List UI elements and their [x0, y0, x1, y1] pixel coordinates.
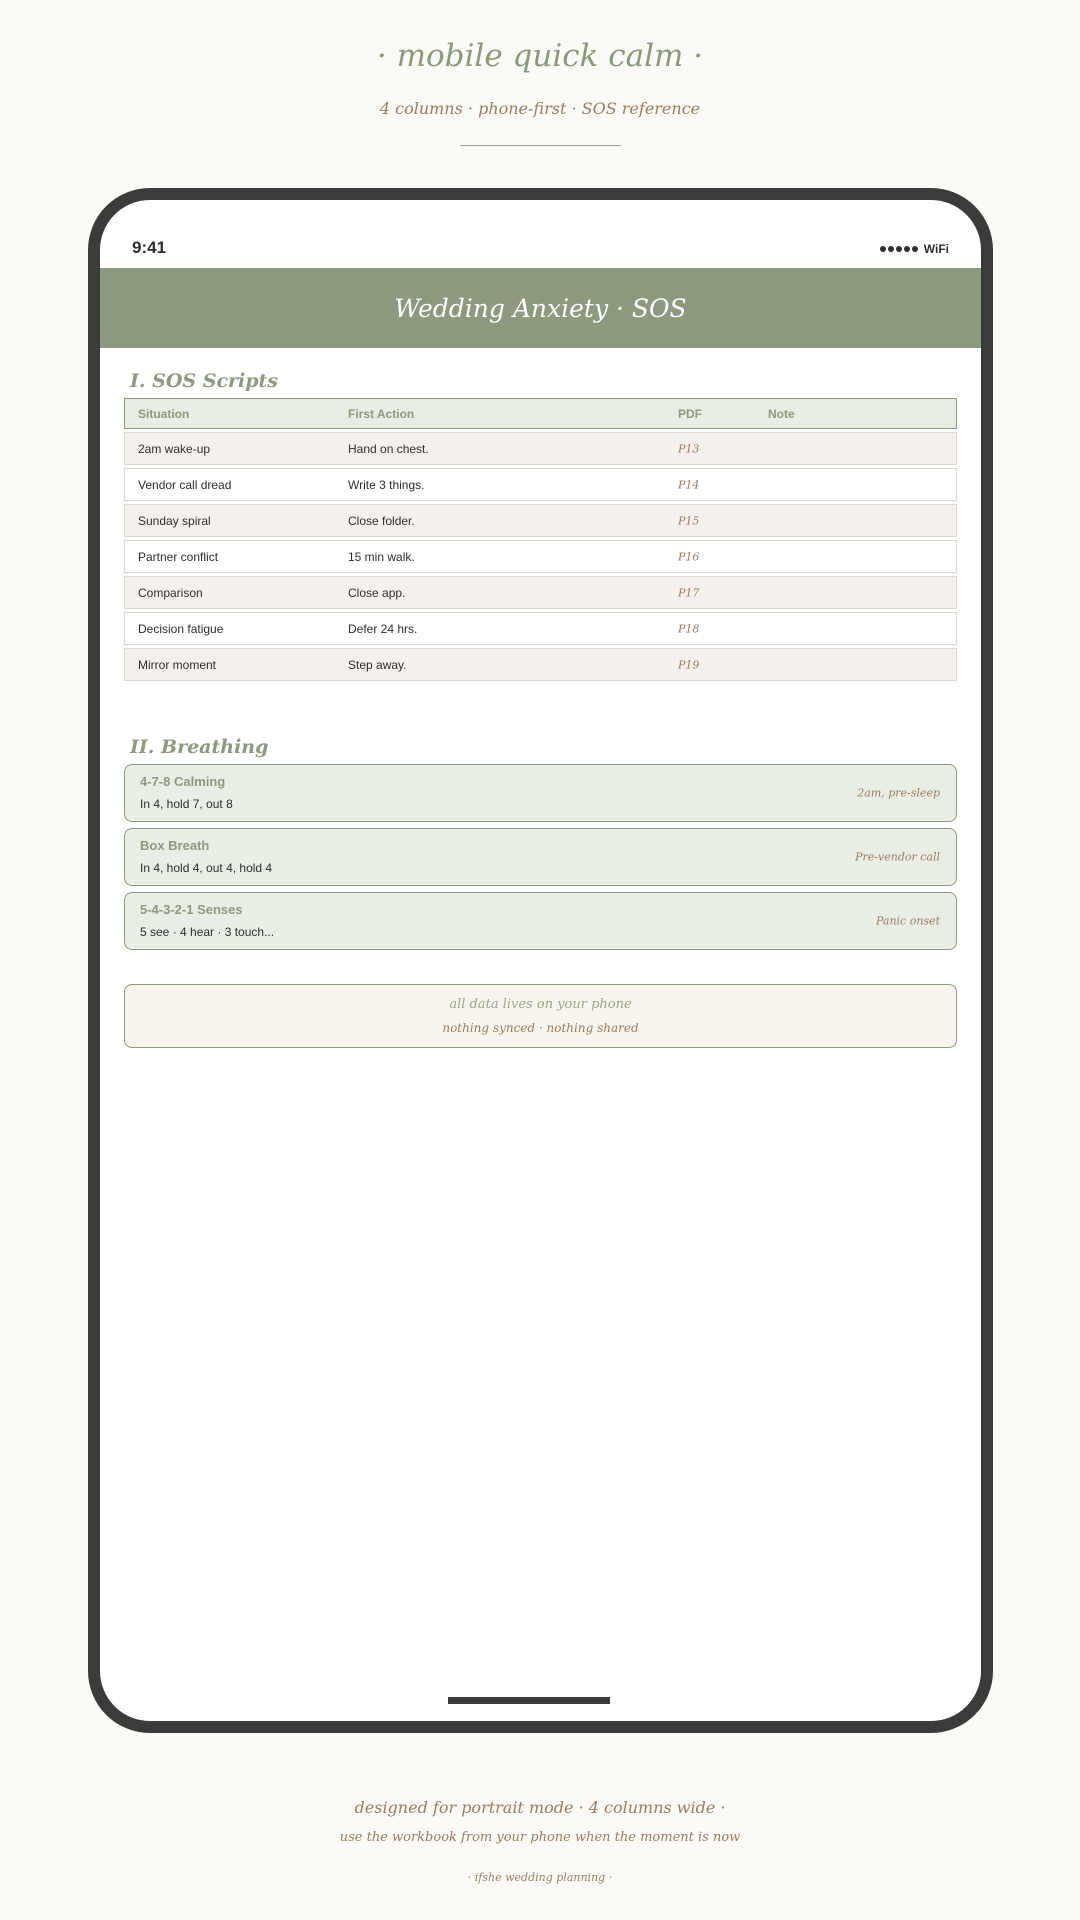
- status-time: 9:41: [132, 238, 167, 257]
- card-description: In 4, hold 4, out 4, hold 4: [140, 861, 273, 875]
- table-row[interactable]: [124, 432, 957, 465]
- cell-situation: Mirror moment: [138, 657, 217, 672]
- privacy-notice: [124, 984, 957, 1048]
- cell-pdf-page[interactable]: P18: [678, 622, 700, 635]
- col-header-note: Note: [768, 406, 795, 421]
- cell-situation: Comparison: [138, 585, 203, 600]
- phone-frame: [88, 188, 993, 1733]
- sos-table: [124, 398, 957, 681]
- card-title: 4-7-8 Calming: [140, 774, 226, 789]
- footer-line-2: use the workbook from your phone when the moment is now: [339, 1830, 741, 1845]
- card-when-tag: Panic onset: [875, 914, 940, 928]
- sos-section-title: I. SOS Scripts: [130, 370, 279, 392]
- privacy-line-2: nothing synced · nothing shared: [442, 1021, 639, 1035]
- footer-credit: · ifshe wedding planning ·: [467, 1871, 613, 1884]
- table-row[interactable]: [124, 468, 957, 501]
- card-title: 5-4-3-2-1 Senses: [140, 902, 243, 917]
- cell-pdf-page[interactable]: P15: [678, 514, 700, 527]
- cell-action: Defer 24 hrs.: [348, 621, 418, 636]
- cell-situation: 2am wake-up: [138, 441, 211, 456]
- cell-situation: Vendor call dread: [138, 477, 232, 492]
- table-row[interactable]: [124, 576, 957, 609]
- table-row[interactable]: [124, 648, 957, 681]
- cell-action: Write 3 things.: [348, 477, 425, 492]
- card-title: Box Breath: [140, 838, 210, 853]
- signal-icon: [880, 246, 918, 252]
- card-description: 5 see · 4 hear · 3 touch...: [140, 925, 275, 939]
- home-indicator[interactable]: [448, 1697, 610, 1704]
- cell-situation: Sunday spiral: [138, 513, 211, 528]
- cell-action: 15 min walk.: [348, 549, 415, 564]
- cell-action: Step away.: [348, 657, 407, 672]
- cell-situation: Partner conflict: [138, 549, 219, 564]
- cell-action: Hand on chest.: [348, 441, 429, 456]
- cell-pdf-page[interactable]: P19: [678, 658, 700, 671]
- cell-action: Close folder.: [348, 513, 415, 528]
- cell-pdf-page[interactable]: P16: [678, 550, 700, 563]
- cell-action: Close app.: [348, 585, 406, 600]
- app-header: [100, 268, 981, 348]
- cell-pdf-page[interactable]: P17: [678, 586, 700, 599]
- page-title: · mobile quick calm ·: [376, 38, 704, 74]
- cell-pdf-page[interactable]: P13: [678, 442, 700, 455]
- footer-line-1: designed for portrait mode · 4 columns wide ·: [354, 1798, 726, 1817]
- title-divider: [460, 145, 621, 146]
- col-header-pdf: PDF: [678, 406, 702, 421]
- table-row[interactable]: [124, 612, 957, 645]
- card-description: In 4, hold 7, out 8: [140, 797, 233, 811]
- status-indicators: [880, 242, 949, 256]
- page-subtitle: 4 columns · phone-first · SOS reference: [379, 99, 701, 118]
- card-when-tag: 2am, pre-sleep: [857, 786, 940, 800]
- app-title: Wedding Anxiety · SOS: [394, 293, 687, 323]
- breathing-section-title: II. Breathing: [130, 736, 269, 758]
- breathing-card[interactable]: [124, 892, 957, 950]
- table-header: [124, 398, 957, 429]
- table-row[interactable]: [124, 504, 957, 537]
- card-when-tag: Pre-vendor call: [855, 850, 940, 864]
- cell-situation: Decision fatigue: [138, 621, 224, 636]
- breathing-card[interactable]: [124, 828, 957, 886]
- table-row[interactable]: [124, 540, 957, 573]
- network-label: WiFi: [923, 242, 949, 256]
- cell-pdf-page[interactable]: P14: [678, 478, 700, 491]
- col-header-situation: Situation: [138, 406, 190, 421]
- col-header-action: First Action: [348, 406, 415, 421]
- privacy-line-1: all data lives on your phone: [449, 997, 632, 1012]
- breathing-card[interactable]: [124, 764, 957, 822]
